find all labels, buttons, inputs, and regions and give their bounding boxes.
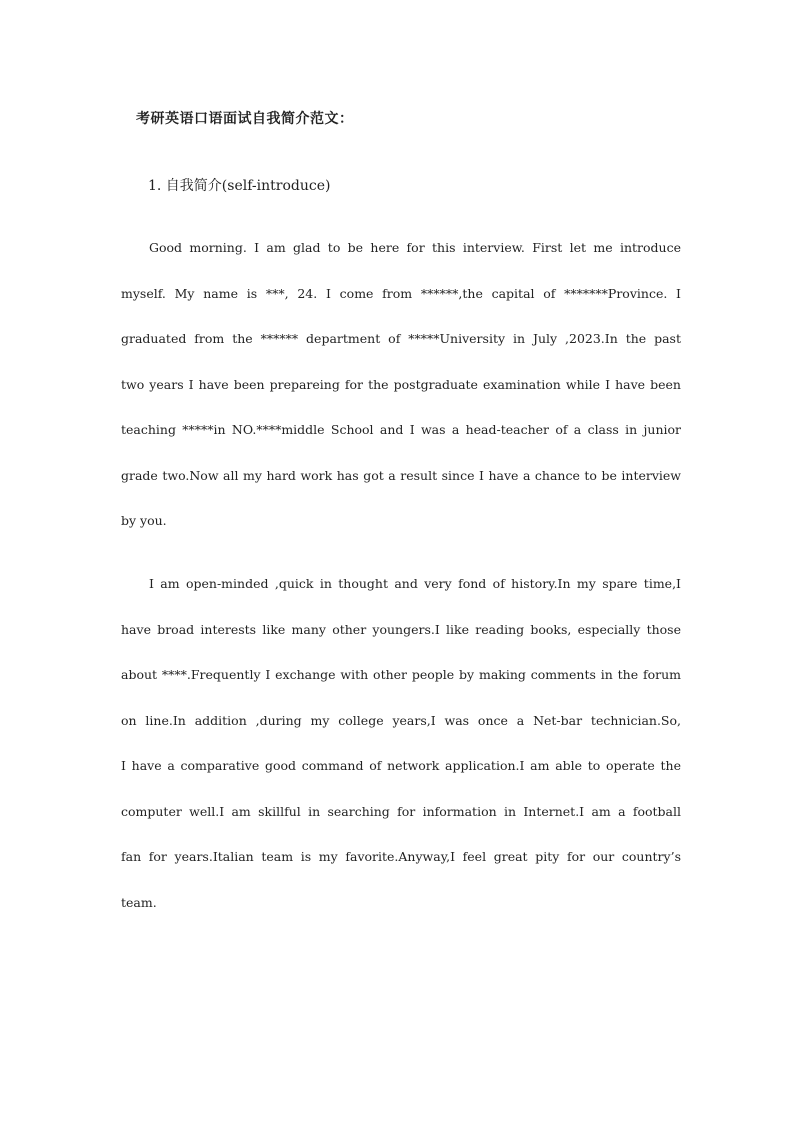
paragraph-line: fan for years.Italian team is my favorite.Anyway,I feel great pity for our country’s <box>121 849 681 864</box>
paragraph-line: grade two.Now all my hard work has got a result since I have a chance to be interview <box>121 467 681 483</box>
paragraph-line: on line.In addition ,during my college years,I was once a Net-bar technician.So, <box>121 712 681 728</box>
section-heading: 1. 自我简介(self-introduce) <box>148 178 331 194</box>
paragraph-line: by you. <box>121 513 167 528</box>
paragraph-line: I am open-minded ,quick in thought and very fond of history.In my spare time,I <box>149 576 681 591</box>
paragraph-line: Good morning. I am glad to be here for this interview. First let me introduce <box>149 240 681 255</box>
paragraph-line: computer well.I am skillful in searching for information in Internet.I am a football <box>121 803 681 819</box>
paragraph-self-introduction <box>121 238 681 557</box>
paragraph-line: have broad interests like many other youngers.I like reading books, especially those <box>121 621 681 637</box>
document-title: 考研英语口语面试自我简介范文： <box>136 111 354 127</box>
paragraph-personality-interests <box>121 574 681 938</box>
paragraph-line: graduated from the ****** department of *****University in July ,2023.In the past <box>121 331 681 346</box>
paragraph-line: team. <box>121 894 157 910</box>
paragraph-line: teaching *****in NO.****middle School and I was a head-teacher of a class in junior <box>121 422 681 437</box>
paragraph-line: I have a comparative good command of network application.I am able to operate the <box>121 758 681 773</box>
paragraph-line: about ****.Frequently I exchange with other people by making comments in the forum <box>121 667 681 682</box>
paragraph-line: two years I have been prepareing for the postgraduate examination while I have been <box>121 376 681 392</box>
paragraph-line: myself. My name is ***, 24. I come from ******,the capital of *******Province. I <box>121 285 681 301</box>
